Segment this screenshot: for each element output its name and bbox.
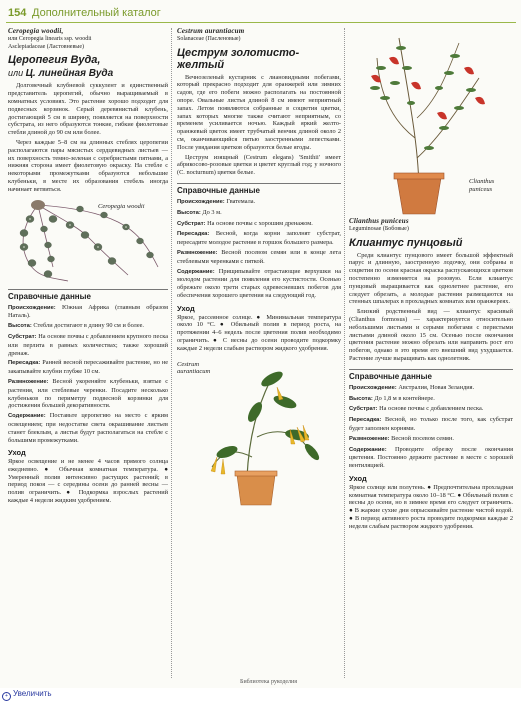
- care-subtitle: Уход: [177, 303, 195, 313]
- russian-name-2: Ц. линейная Вуда: [25, 68, 114, 80]
- fact-item: [177, 249, 341, 266]
- plant-family: Leguminosae (Бобовые): [349, 225, 409, 232]
- fact-value: На основе почвы с добавлением крупного песка или перлита в равных количествах; также хороший дренаж.: [8, 332, 168, 357]
- synonym: или Ceropegia linearis ssp. woodii: [8, 35, 92, 42]
- cestrum-drawing: [177, 357, 341, 507]
- fact-label: Размножение:: [8, 378, 49, 385]
- care-text: Яркое освещение и не менее 4 часов прямого солнца ежедневно. ● Обычная комнатная температура. ● Умеренный полив интенсивно растущих растений; в период покоя — с середины осени до ранней весны — полив ограничить. ● Подкормка взрослых растений каждые 4 недели жидким удобрением.: [8, 458, 168, 505]
- fact-value: Весной, когда корни заполнят субстрат, пересадите молодое растение в горшок большего размера.: [177, 230, 341, 247]
- fact-value: До 3 м.: [202, 208, 222, 216]
- description-paragraph: Долговечный клубневой суккулент и единственный представитель церопегий, обычно выращиваемый в комнатных условиях. Это растение хорошо подходит для подвесных корзинок. Серый деревянистый клубень, достигающий 5 см в ширину, появляется на поверхности субстрата, из него образуются тонкие, гибкие фиолетовые стебли длиной до 90 см или более.: [8, 82, 168, 137]
- caption-line: aurantiacum: [177, 368, 211, 375]
- latin-name: Cestrum aurantiacum: [177, 28, 245, 35]
- article-clianthus: [349, 28, 513, 680]
- fact-value: Проводите обрезку после окончания цветения. Постоянно держите растение в месте с хорошей вентиляцией.: [349, 445, 513, 470]
- russian-name: Цеструм золотисто-желтый: [177, 46, 300, 71]
- fact-label: Содержание:: [177, 268, 215, 275]
- reference-facts: [8, 304, 168, 445]
- reference-section-title: Справочные данные: [177, 183, 341, 196]
- reference-section-title: Справочные данные: [8, 289, 168, 302]
- fact-value: Весной, но только после того, как субстрат будет заполнен корнями.: [349, 416, 513, 432]
- care-text: Яркое, рассеянное солнце. ● Минимальная температура около 10 °С. ● Обильный полив в период роста, на протяжении 4–6 недель после цветения полив необходимо ограничить. ● С весны до осени проводите подкормку каждые 2 недели слабым раствором жидкого удобрения.: [177, 313, 341, 352]
- fact-label: Пересадка:: [8, 360, 41, 367]
- fact-label: Происхождение:: [8, 304, 56, 311]
- caption-line: Cestrum: [177, 360, 200, 368]
- article-ceropegia: [8, 28, 168, 680]
- care-subtitle: Уход: [8, 448, 26, 458]
- russian-name: Церопегия Вуда,: [8, 54, 101, 67]
- reference-facts: [349, 384, 513, 470]
- magnifier-icon: +: [2, 692, 11, 701]
- fact-value: Стебли достигают в длину 90 см и более.: [33, 322, 144, 330]
- header-rule: [6, 22, 516, 23]
- description-paragraph: Цеструм изящный (Cestrum elegans) 'Smithii' имеет абрикосово-розовые цветки и цветет круглый год; у ночного (C. nocturnum) цветки белые.: [177, 153, 341, 177]
- fact-value: Весной посевом семян.: [391, 434, 454, 442]
- care-subtitle: Уход: [349, 473, 367, 483]
- fact-value: До 1,8 м в контейнере.: [374, 394, 435, 402]
- fact-value: Австралия, Новая Зеландия.: [398, 383, 475, 391]
- fact-label: Происхождение:: [349, 384, 397, 391]
- fact-value: Гватемала.: [226, 197, 256, 205]
- fact-item: [177, 268, 341, 300]
- clianthus-illustration: [349, 28, 513, 218]
- fact-item: [349, 405, 513, 414]
- fact-item: [349, 435, 513, 444]
- column-divider: [344, 28, 345, 678]
- fact-item: [177, 230, 341, 247]
- fact-item: [177, 198, 341, 207]
- ceropegia-illustration: [8, 197, 168, 283]
- illustration-caption: [177, 361, 210, 376]
- fact-value: Ранней весной пересаживайте растение, но не закапывайте клубни глубже 10 см.: [8, 359, 168, 376]
- russian-name-alt: [8, 68, 168, 79]
- fact-label: Высота:: [349, 395, 373, 402]
- fact-item: [8, 304, 168, 321]
- zoom-label: Увеличить: [13, 689, 52, 698]
- fact-value: Весной укореняйте клубеньки, взятые с растения, или стеблевые черенки. Посадите несколько клубеньков по периметру подвесной корзинки для достижения большей декоративности.: [8, 377, 168, 410]
- latin-name: Clianthus puniceus: [349, 217, 409, 225]
- description-paragraph: Через каждые 5–8 см на длинных стеблях церопегии располагаются пары мясистых сердцевидных листьев — их поверхность темно-зеленая с серебристыми пятнами, а нижняя сторона имеет фиолетовую окраску. На стебле с некоторыми промежутками образуются небольшие клубеньки, в месте их образования стебель иногда начинает ветвиться.: [8, 138, 168, 193]
- fact-label: Субстрат:: [8, 333, 37, 340]
- fact-label: Высота:: [177, 209, 201, 216]
- fact-value: Прищипывайте отрастающие верхушки на молодом растении для появления его кустистости. Осенью обрежьте около трети старых одревесневших побегов для обеспечения хорошего цветения на следующий год.: [177, 267, 341, 299]
- latin-name: Ceropegia woodii,: [8, 28, 64, 35]
- plant-family: Solanaceae (Пасленовые): [177, 35, 241, 42]
- name-connector: или: [8, 68, 24, 79]
- fact-item: [177, 220, 341, 229]
- description-paragraph: Близкий родственный вид — клиантус красивый (Clianthus formosus) — характеризуется относительно небольшими листьями и серыми побегами с перистыми листьями длиной около 15 см. Осенью после окончания цветения растение можно обрезать или направить рост его побегов, однако в это время его внешний вид ухудшается. Растение лучше выращивать как однолетник.: [349, 308, 513, 362]
- fact-item: [8, 378, 168, 410]
- fact-label: Субстрат:: [349, 406, 378, 413]
- article-cestrum: [177, 28, 341, 680]
- reference-section-title: Справочные данные: [349, 369, 513, 382]
- caption-line: puniceus: [469, 185, 493, 193]
- fact-value: Поставьте церопегию на место с ярким освещением; при недостатке света окрашивание листьев станет блеклым, а листья будут располагаться на стебле с большими промежутками.: [8, 412, 168, 444]
- page-header: [6, 4, 516, 24]
- page-title: Дополнительный каталог: [32, 7, 161, 19]
- fact-label: Высота:: [8, 323, 32, 330]
- fact-item: [177, 209, 341, 218]
- fact-label: Размножение:: [177, 249, 218, 256]
- fact-value: На основе почвы с хорошим дренажом.: [207, 219, 313, 227]
- cestrum-illustration: [177, 357, 341, 507]
- library-credit: Библиотека рукоделия: [240, 679, 297, 685]
- fact-item: [349, 395, 513, 404]
- page-footer: [0, 679, 521, 699]
- fact-label: Содержание:: [8, 413, 46, 420]
- fact-value: Южная Африка (главным образом Наталь).: [8, 303, 168, 320]
- fact-value: На основе почвы с добавлением песка.: [379, 405, 484, 413]
- page-number: 154: [8, 7, 27, 19]
- fact-item: [8, 359, 168, 376]
- illustration-caption: Ceropegia woodii: [98, 202, 145, 210]
- russian-name: Клиантус пунцовый: [349, 236, 463, 249]
- care-text: Яркое солнце или полутень. ● Предпочтительна прохладная комнатная температура около 10–18 °С. ● Обильный полив с весны до осени, но в зимнее время его следует ограничить. ● В жаркие сухие дни опрыскивайте растение чистой водой. ● В период активного роста проводите подкормки каждые 2 недели слабым раствором жидкого удобрения.: [349, 483, 513, 530]
- fact-label: Пересадка:: [177, 231, 210, 238]
- description-paragraph: Вечнозеленый кустарник с лиановидными побегами, который прекрасно подходит для оранжерей или зимних садов, где его побеги можно располагать на постоянной опоре. Овальные листья длиной 8 см имеют неприятный запах. Летом появляются собранные в соцветия цветки, запах которых многие также считают неприятным, со временем усиливается ночью. Каждый яркий желто-оранжевый цветок имеет трубчатый венчик длиной около 2 см, оканчивающийся пятью заостренными лепестками. После увядания цветков образуются белые ягоды.: [177, 73, 341, 151]
- caption-line: Clianthus: [469, 178, 495, 185]
- reference-facts: [177, 198, 341, 300]
- fact-label: Происхождение:: [177, 198, 225, 205]
- illustration-caption: [469, 178, 494, 193]
- fact-label: Содержание:: [349, 446, 387, 453]
- fact-item: [349, 446, 513, 470]
- column-divider: [171, 28, 172, 678]
- fact-item: [8, 333, 168, 357]
- fact-label: Пересадка:: [349, 417, 382, 424]
- fact-item: [349, 416, 513, 433]
- fact-item: [349, 384, 513, 393]
- plant-family: Asclepiadaceae (Ластовневые): [8, 43, 84, 50]
- description-paragraph: Среди клиантус пунцового имеет большой эффектный парус и длинную, заостренную лодочку, они собраны в соцветия по осени красная окраска распускающихся цветков постепенно изменяется на розовую. Если клиантус пунцовый выращивается как однолетнее растение, его следует обрезать, а молодые растения размещаются на стенных шпалерах в прохладных комнатах или оранжереях.: [349, 251, 513, 306]
- fact-item: [8, 412, 168, 444]
- fact-value: Весной посевом семян или в конце лета стеблевыми черенками с пяткой.: [177, 248, 341, 265]
- zoom-link[interactable]: [2, 689, 52, 701]
- fact-label: Размножение:: [349, 435, 390, 442]
- fact-label: Субстрат:: [177, 220, 206, 227]
- fact-item: [8, 322, 168, 331]
